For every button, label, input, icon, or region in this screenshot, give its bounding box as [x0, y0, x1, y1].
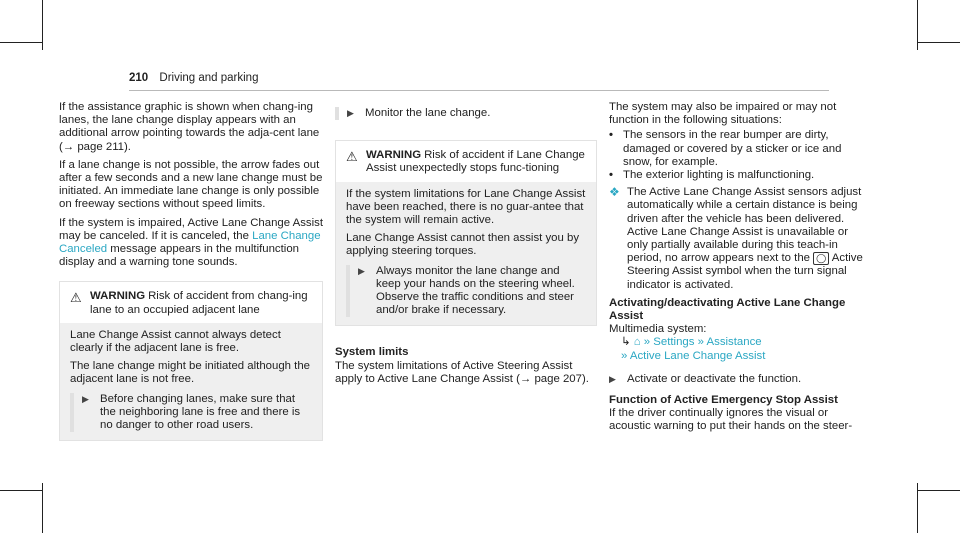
step-bar	[335, 107, 339, 120]
system-limits-section	[335, 346, 597, 386]
bullet-icon: •	[609, 129, 613, 142]
crop-mark	[0, 490, 42, 491]
paragraph: Lane Change Assist cannot always detect clearly if the adjacent lane is free.	[70, 328, 281, 355]
step-arrow-icon: ▶	[358, 265, 365, 276]
warning-heading: Risk of accident from chang-ing lane to an occupied adjacent lane	[90, 290, 308, 316]
paragraph: If a lane change is not possible, the arrow fades out after a few seconds and a new lane change must be initiated. An immediate lane change is only possible on freeway sections without speed limits.	[59, 158, 323, 211]
instruction-step	[346, 265, 586, 318]
crop-mark	[0, 42, 42, 43]
text: message appears in the multifunction display and a warning tone sounds.	[59, 243, 299, 269]
display-message: Lane Change Canceled	[59, 229, 321, 256]
header-rule	[129, 90, 829, 91]
paragraph: If the assistance graphic is shown when chang-ing lanes, the lane change display appears with an additional arrow pointing towards the adja-cent lane (→ page 211).	[59, 101, 320, 153]
note	[609, 186, 871, 292]
crop-mark	[42, 483, 43, 533]
section-heading: Function of Active Emergency Stop Assist	[609, 394, 838, 407]
instruction-step	[609, 373, 871, 386]
paragraph	[59, 217, 323, 270]
section-title: Driving and parking	[159, 72, 259, 84]
menu-path	[609, 350, 871, 363]
bullet-icon: •	[609, 169, 613, 182]
menu-item-assistance: Assistance	[706, 336, 762, 349]
section-heading: Activating/deactivating Active Lane Change Assist	[609, 296, 846, 323]
menu-item-settings: Settings	[653, 336, 695, 349]
paragraph: Lane Change Assist cannot then assist you by applying steering torques.	[346, 232, 580, 258]
menu-path	[609, 336, 871, 349]
warning-body	[60, 323, 322, 440]
crop-mark	[918, 42, 960, 43]
crop-mark	[42, 0, 43, 50]
list-item	[609, 129, 871, 169]
instruction-step	[70, 393, 312, 433]
warning-body	[336, 182, 596, 326]
section-heading: System limits	[335, 346, 409, 359]
list-item-text: The sensors in the rear bumper are dirty, damaged or covered by a sticker or ice and snow, for example.	[623, 129, 842, 168]
warning-box	[59, 281, 323, 441]
note-icon: ❖	[609, 185, 620, 200]
double-chevron-icon: »	[621, 349, 628, 362]
warning-header	[336, 141, 596, 181]
paragraph: If the system limitations for Lane Change Assist have been reached, there is no guar-antee that the system will remain active.	[346, 187, 586, 227]
double-chevron-icon: »	[643, 336, 651, 349]
bullet-list	[609, 129, 871, 182]
step-arrow-icon: ▶	[609, 373, 616, 384]
warning-box	[335, 140, 597, 326]
column-3	[609, 101, 871, 434]
menu-item-active-lane-change-assist: Active Lane Change Assist	[629, 349, 766, 362]
warning-triangle-icon: ⚠	[346, 149, 358, 165]
double-chevron-icon: »	[697, 336, 704, 349]
warning-label: WARNING	[90, 290, 146, 303]
list-item	[609, 169, 871, 182]
step-bar	[70, 393, 74, 433]
column-1	[59, 101, 323, 441]
paragraph: If the driver continually ignores the visual or acoustic warning to put their hands on the steer-	[609, 407, 853, 433]
instruction-step	[335, 107, 597, 120]
warning-triangle-icon: ⚠	[70, 290, 82, 306]
list-item-text: The exterior lighting is malfunctioning.	[623, 169, 815, 182]
paragraph: The system limitations of Active Steering Assist apply to Active Lane Change Assist (→ page 207).	[335, 359, 589, 385]
step-bar	[346, 265, 350, 318]
page-header	[129, 72, 258, 84]
step-text: Before changing lanes, make sure that the neighboring lane is free and there is no danger to other road users.	[100, 392, 301, 432]
note-text: The Active Lane Change Assist sensors adjust automatically while a certain distance is being driven after the vehicle has been delivered. Active Lane Change Assist is unavailable or only partially available during this teach-in period, no arrow appears next to the	[627, 186, 862, 265]
step-arrow-icon: ▶	[82, 393, 89, 404]
menu-arrow-icon: ↳	[621, 336, 631, 349]
step-text: Always monitor the lane change and keep your hands on the steering wheel. Observe the traffic conditions and steer and/or brake if necessary.	[376, 264, 575, 317]
column-2	[335, 101, 597, 386]
warning-header	[60, 282, 322, 322]
note-text: Active Steering Assist symbol when the turn signal indicator is activated.	[627, 252, 863, 291]
warning-label: WARNING	[366, 149, 422, 162]
step-arrow-icon: ▶	[347, 108, 354, 118]
steering-assist-icon: ◯	[813, 252, 829, 265]
multimedia-label: Multimedia system:	[609, 323, 707, 336]
warning-heading: Risk of accident if Lane Change Assist unexpectedly stops func-tioning	[366, 149, 585, 175]
text: If the system is impaired, Active Lane Change Assist may be canceled. If it is canceled, the	[59, 216, 324, 242]
paragraph: The lane change might be initiated although the adjacent lane is not free.	[70, 360, 311, 386]
step-text: Activate or deactivate the function.	[627, 372, 802, 385]
paragraph: The system may also be impaired or may not function in the following situations:	[609, 101, 837, 127]
crop-mark	[918, 490, 960, 491]
home-icon: ⌂	[633, 336, 641, 349]
step-text: Monitor the lane change.	[365, 107, 491, 119]
page-number: 210	[129, 72, 149, 84]
